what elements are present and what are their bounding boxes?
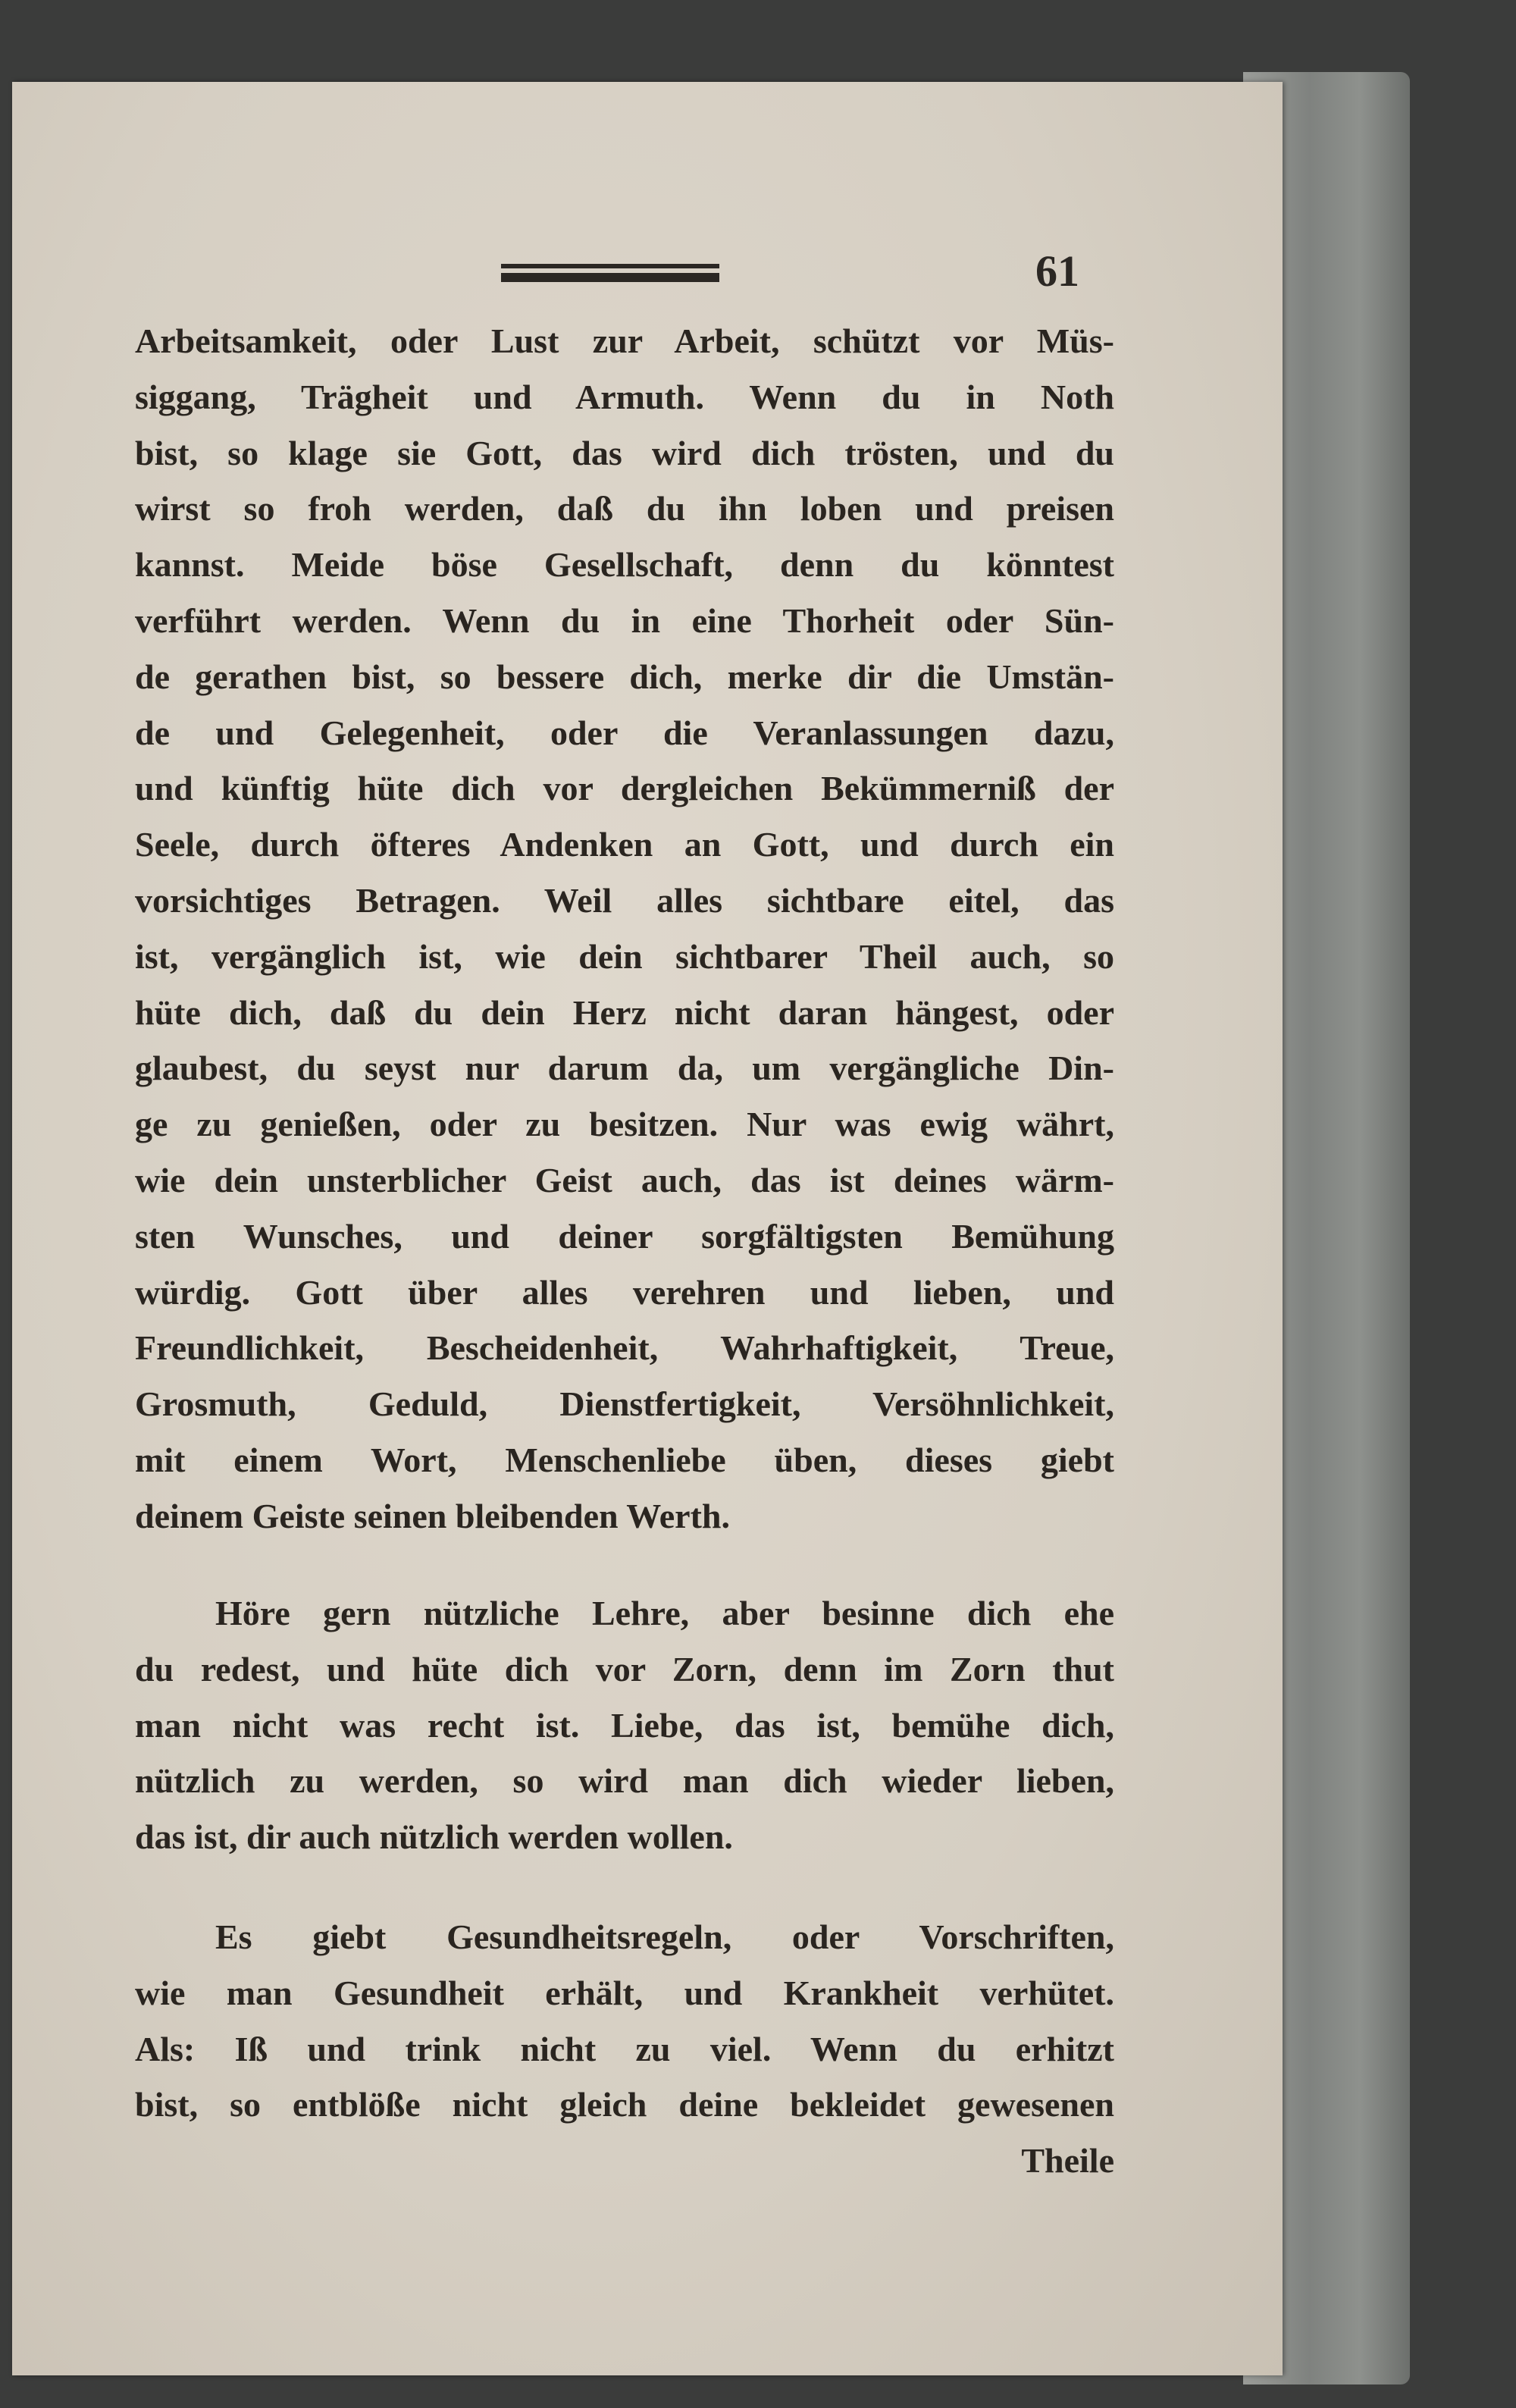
text-line: bist, so klage sie Gott, das wird dich trösten, und du — [135, 433, 1114, 472]
text-line: siggang, Trägheit und Armuth. Wenn du in Noth — [135, 377, 1114, 416]
text-line: sten Wunsches, und deiner sorgfältigsten Bemühung — [135, 1216, 1114, 1256]
text-line: hüte dich, daß du dein Herz nicht daran hängest, oder — [135, 992, 1114, 1032]
text-line: und künftig hüte dich vor dergleichen Bekümmerniß der — [135, 769, 1114, 808]
text-line: de gerathen bist, so bessere dich, merke dir die Umstän- — [135, 657, 1114, 696]
text-line: Grosmuth, Geduld, Dienstfertigkeit, Versöhnlichkeit, — [135, 1384, 1114, 1424]
text-line: Theile — [1021, 2141, 1114, 2181]
page-number: 61 — [1035, 246, 1079, 296]
text-line: Als: Iß und trink nicht zu viel. Wenn du erhitzt — [135, 2029, 1114, 2068]
text-line: wirst so froh werden, daß du ihn loben und preisen — [135, 489, 1114, 528]
text-line: glaubest, du seyst nur darum da, um vergängliche Din- — [135, 1049, 1114, 1088]
book-page — [12, 82, 1283, 2375]
text-line: man nicht was recht ist. Liebe, das ist, bemühe dich, — [135, 1705, 1114, 1745]
text-line: mit einem Wort, Menschenliebe üben, dieses giebt — [135, 1441, 1114, 1479]
text-line: de und Gelegenheit, oder die Veranlassungen dazu, — [135, 713, 1114, 752]
text-line: Seele, durch öfteres Andenken an Gott, und durch ein — [135, 825, 1114, 864]
text-line: Freundlichkeit, Bescheidenheit, Wahrhaftigkeit, Treue, — [135, 1328, 1114, 1368]
text-line: ge zu genießen, oder zu besitzen. Nur was ewig währt, — [135, 1105, 1114, 1144]
text-line: wie dein unsterblicher Geist auch, das ist deines wärm- — [135, 1161, 1114, 1199]
text-line: ist, vergänglich ist, wie dein sichtbarer Theil auch, so — [135, 936, 1114, 976]
text-line: verführt werden. Wenn du in eine Thorheit oder Sün- — [135, 601, 1114, 640]
text-line: kannst. Meide böse Gesellschaft, denn du könntest — [135, 545, 1114, 585]
text-line: Arbeitsamkeit, oder Lust zur Arbeit, schützt vor Müs- — [135, 321, 1114, 360]
text-line: vorsichtiges Betragen. Weil alles sichtbare eitel, das — [135, 881, 1114, 920]
text-line: nützlich zu werden, so wird man dich wieder lieben, — [135, 1761, 1114, 1801]
text-line: Höre gern nützliche Lehre, aber besinne dich ehe — [215, 1594, 1114, 1632]
text-line: du redest, und hüte dich vor Zorn, denn im Zorn thut — [135, 1649, 1114, 1688]
header-rule-bottom — [501, 273, 719, 282]
text-line: würdig. Gott über alles verehren und lieben, und — [135, 1272, 1114, 1312]
text-line: das ist, dir auch nützlich werden wollen. — [135, 1817, 733, 1857]
header-rule-top — [501, 264, 719, 268]
text-line: bist, so entblöße nicht gleich deine bekleidet gewesenen — [135, 2085, 1114, 2124]
text-line: wie man Gesundheit erhält, und Krankheit verhütet. — [135, 1973, 1114, 2012]
text-line: deinem Geiste seinen bleibenden Werth. — [135, 1496, 730, 1535]
text-line: Es giebt Gesundheitsregeln, oder Vorschriften, — [215, 1917, 1114, 1956]
